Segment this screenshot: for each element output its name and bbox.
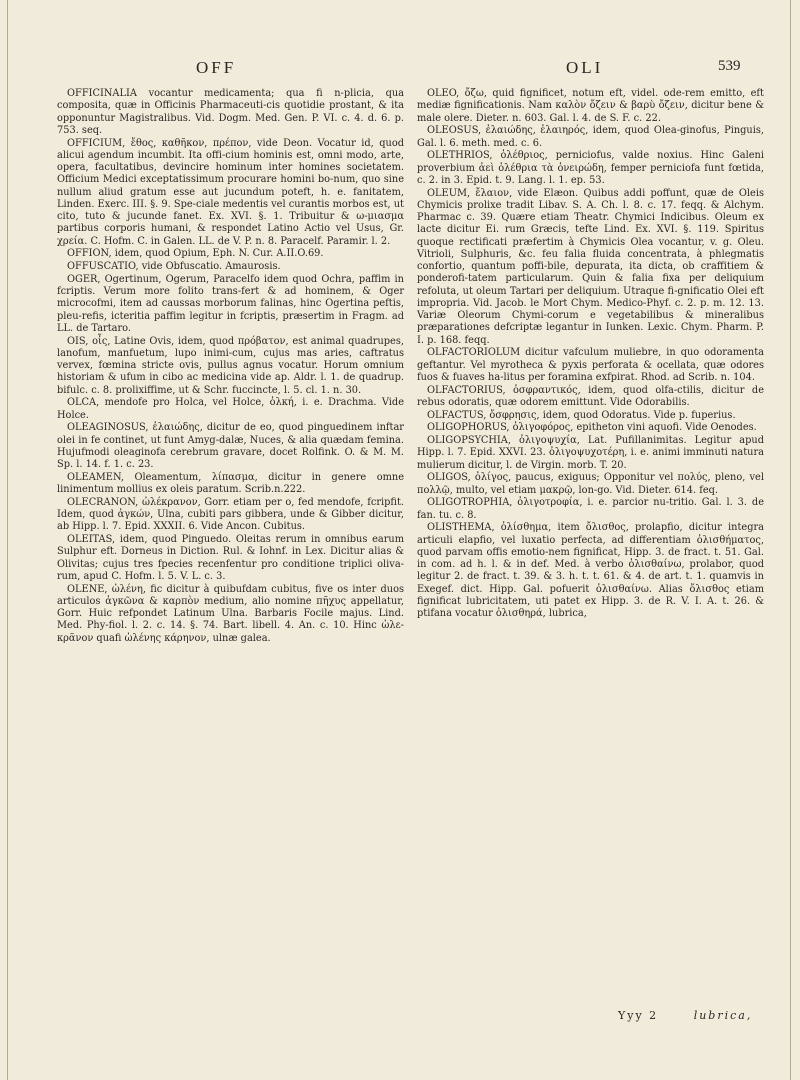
entry-offuscatio: OFFUSCATIO, vide Obfuscatio. Amaurosis. — [67, 261, 281, 272]
entry-oleo: OLEO, ὄζω, quid fignificet, notum eft, videl. ode-rem emitto, eft mediæ fignificationis. Nam καλὸν ὄζειν & βαρὺ ὄζειν, dicitur bene & male olere. Dieter. n. 603. Gal. l. 4. de S. F. c. 22. — [417, 88, 764, 124]
entry-offion: OFFION, idem, quod Opium, Eph. N. Cur. A.II.O.69. — [67, 248, 324, 260]
entry-oligos: OLIGOS, ὀλίγος, paucus, exiguus; Opponitur vel πολύς, pleno, vel πολλῷ, multo, vel etiam μακρῷ, lon-go. Vid. Dieter. 614. feq. — [417, 472, 764, 496]
signature-mark: Yyy 2 — [618, 1009, 659, 1022]
running-head-right: OLI — [566, 58, 604, 77]
entry-oleitas: OLEITAS, idem, quod Pinguedo. Oleitas rerum in omnibus earum Sulphur eft. Dorneus in Diction. Rul. & Iohnf. in Lex. Dicitur alias & Olivitas; cujus tres fpecies recenfentur pro conditione triplici oliva-rum, apud C. Hofm. l. 5. V. L. c. 3. — [57, 534, 404, 582]
entry-oleum: OLEUM, ἔλαιον, vide Elæon. Quibus addi poffunt, quæ de Oleis Chymicis prolixe tradit Libav. S. A. Ch. l. 8. c. 17. feqq. & Alchym. Pharmac c. 39. Quære etiam Theatr. Chymici Indicibus. Oleum ex lacte dicitur Ei. rum Græcis, tefte Lind. Ex. XVI. §. 119. Spiritus quoque rectificati præfertim à Chymicis Olea vocantur, v. g. Oleu. Vitrioli, Sulphuris, &c. feu falia fluida concentrata, à phlegmatis confortio, quantum poffi-bile, depurata, ita dicta, ob craffitiem & ponderofi-tatem particularum. Quin & falia fixa per deliquium refoluta, ut oleum Tartari per deliquium. Utraque fi-gnificatio Olei eft impropria. Vid. Jacob. le Mort Chym. Medico-Phyf. c. 2. p. m. 12. 13. Variæ Oleorum Chymi-corum e vegetabilibus & mineralibus præparationes defcriptæ legantur in Iunken. Lexic. Chym. Pharm. P. I. p. 168. feqq. — [417, 187, 764, 346]
entry-olca: OLCA, mendofe pro Holca, vel Holce, ὁλκή, i. e. Drachma. Vide Holce. — [57, 397, 404, 421]
right-column — [417, 88, 764, 621]
entry-oligopsychia: OLIGOPSYCHIA, ὀλιγοψυχία, Lat. Pufillanimitas. Legitur apud Hipp. l. 7. Epid. XXVI. 23. ὀλιγοψυχοτέρη, i. e. animi imminuti natura mulierum dicitur, l. de Virgin. morb. T. 20. — [417, 435, 764, 471]
entry-officium: OFFICIUM, ἔθος, καθῆκον, πρέπον, vide Deon. Vocatur id, quod alicui agendum incumbit. Ita offi-cium hominis est, omni modo, arte, opera, facultatibus, devincire hominum inter homines societatem. Officium Medici exceptatissimum procurare homini bo-num, quo sine nullum aliud gratum esse aut jucundum poteft, h. e. fanitatem, Linden. Exerc. III. §. 9. Spe-ciale medentis vel curantis morbos est, ut cito, tuto & jucunde fanet. Ex. XVI. §. 1. Tribuitur & ω-μιασμα partibus corporis humani, & respondet Latino Actio vel Usus, Gr. χρεία. C. Hofm. C. in Galen. LL. de V. P. n. 8. Paracelf. Paramir. l. 2. — [57, 137, 404, 247]
entry-oleamen: OLEAMEN, Oleamentum, λίπασμα, dicitur in genere omne linimentum mollius ex oleis paratum. Scrib.n.222. — [57, 471, 404, 495]
right-page-edge — [790, 0, 791, 1080]
entry-olfactoriolum: OLFACTORIOLUM dicitur vafculum muliebre, in quo odoramenta geftantur. Vel myrotheca & pyxis perforata & ocellata, quæ odores fuos & fuaves ha-litus per foramina exfpirat. Rhod. ad Scrib. n. 104. — [417, 347, 764, 383]
entry-olfactorius: OLFACTORIUS, ὀσφραντικός, idem, quod olfa-ctilis, dicitur de rebus odoratis, quæ odorem emittunt. Vide Odorabilis. — [417, 384, 764, 408]
entry-olfactus: OLFACTUS, ὄσφρησις, idem, quod Odoratus. Vide p. fuperius. — [427, 409, 736, 421]
page-footer — [598, 1009, 752, 1022]
page-number: 539 — [718, 58, 741, 74]
entry-officinalia: OFFICINALIA vocantur medicamenta; qua fi n-plicia, qua composita, quæ in Officinis Pharmaceuti-cis quotidie prostant, & ita opponuntur Magistralibus. Vid. Dogm. Med. Gen. P. VI. c. 4. d. 6. p. 753. seq. — [57, 88, 404, 136]
left-column — [57, 88, 404, 645]
entry-olecranon: OLECRANON, ὠλέκρανον, Gorr. etiam per o, fed mendofe, fcripfit. Idem, quod ἀγκών, Ulna, cubiti pars gibbera, unde & Gibber dicitur, ab Hipp. l. 7. Epid. XXXII. 6. Vide Ancon. Cubitus. — [57, 496, 404, 533]
running-head-left: OFF — [196, 58, 237, 77]
left-binding-edge — [7, 0, 8, 1080]
catchword: lubrica, — [693, 1009, 753, 1022]
entry-oleaginosus: OLEAGINOSUS, ἐλαιώδης, dicitur de eo, quod pinguedinem inftar olei in fe continet, ut funt Amyg-dalæ, Nuces, & alia quædam femina. Hujufmodi oleaginofa cerebrum gravare, docet Rolfink. O. & M. M. Sp. l. 14. f. 1. c. 23. — [57, 422, 404, 470]
entry-oligophorus: OLIGOPHORUS, ὀλιγοφόρος, epitheton vini aquofi. Vide Oenodes. — [427, 422, 757, 434]
entry-ois: OIS, οἶς, Latine Ovis, idem, quod πρόβατον, est animal quadrupes, lanofum, manfuetum, lupo inimi-cum, cujus mas aries, caftratus vervex, fœmina stricte ovis, pullus agnus vocatur. Horum omnium historiam & ufum in cibo ac medicina vide ap. Aldr. l. 1. de quadrup. bifulc. c. 8. prolixiffime, ut & Schr. fuccincte, l. 5. cl. 1. n. 30. — [57, 335, 404, 396]
entry-oleosus: OLEOSUS, ἐλαιώδης, ἐλαιηρός, idem, quod Olea-ginofus, Pinguis, Gal. l. 6. meth. med. c. 6. — [417, 125, 764, 149]
entry-olethrios: OLETHRIOS, ὀλέθριος, perniciofus, valde noxius. Hinc Galeni proverbium ἀεὶ ὀλέθρια τὰ ὀνειρώδη, femper perniciofa funt fœtida, c. 2. in 3. Epid. t. 9. Lang. l. 1. ep. 53. — [417, 150, 764, 186]
entry-oligotrophia: OLIGOTROPHIA, ὀλιγοτροφία, i. e. parcior nu-tritio. Gal. l. 3. de fan. tu. c. 8. — [417, 497, 764, 521]
entry-olisthema: OLISTHEMA, ὀλίσθημα, item ὄλισθος, prolapfio, dicitur integra articuli elapfio, vel luxatio perfecta, ad differentiam ὀλισθήματος, quod parvam offis emotio-nem fignificat, Hipp. 3. de fract. t. 51. Gal. in com. ad h. l. & in def. Med. à verbo ὀλισθαίνω, prolabor, quod legitur 2. de fract. t. 39. & 3. h. t. t. 61. & 4. de art. t. 1. quamvis in Exegef. dict. Hipp. Gal. pofuerit ὀλισθαίνω. Alias ὄλισθος etiam fignificat lubricitatem, uti patet ex Hipp. 3. de R. V. I. A. t. 26. & ptifana vocatur ὀλισθηρά, lubrica, — [417, 522, 764, 619]
entry-oger: OGER, Ogertinum, Ogerum, Paracelfo idem quod Ochra, paffim in fcriptis. Verum more folito trans-fert & ad hominem, & Oger microcofmi, item ad caussas morborum falinas, hinc Ogertina peftis, pleu-refis, icteritia paffim legitur in fcriptis, præsertim in Fragm. ad LL. de Tartaro. — [57, 273, 404, 334]
entry-olene: OLENE, ὠλένη, fic dicitur à quibufdam cubitus, five os inter duos articulos ἀγκῶνα & καρπὸν medium, alio nomine πῆχυς appellatur, Gorr. Huic refpondet Latinum Ulna. Barbaris Focile majus. Lind. Med. Phy-fiol. l. 2. c. 14. §. 74. Bart. libell. 4. An. c. 10. Hinc ὠλε-κρᾶνον quafi ὠλένης κάρηνον, ulnæ galea. — [57, 583, 404, 644]
